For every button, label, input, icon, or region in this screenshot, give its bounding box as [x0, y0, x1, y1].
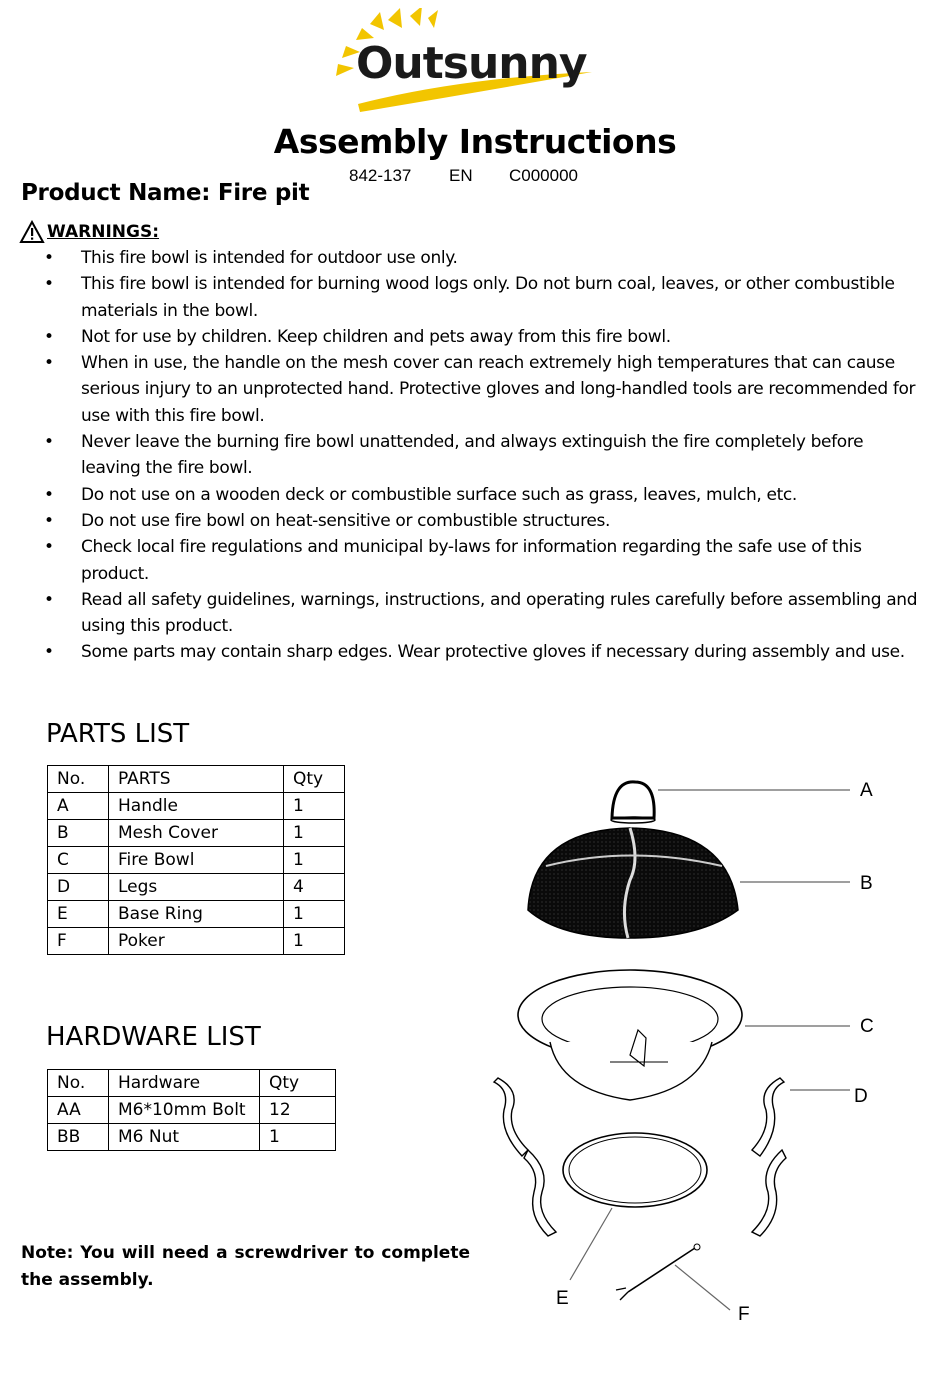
diagram-label-b: B — [860, 873, 873, 894]
language-code: EN — [449, 166, 473, 185]
warning-triangle-icon — [19, 220, 45, 244]
table-cell: 12 — [260, 1097, 336, 1124]
svg-text:Outsunny: Outsunny — [356, 38, 587, 89]
parts-table — [47, 765, 345, 955]
document-code: C000000 — [509, 166, 579, 185]
table-cell: 1 — [284, 820, 345, 847]
table-cell: Base Ring — [109, 901, 284, 928]
model-code: 842-137 — [349, 166, 412, 185]
diagram-label-a: A — [860, 780, 873, 801]
table-row — [48, 901, 345, 928]
warning-item: • When in use, the handle on the mesh cover can reach extremely high temperatures that can cause serious injury to an unprotected hand. Protective gloves and long-handled tools are recommended for use with this fire bowl. — [40, 350, 920, 429]
exploded-diagram — [480, 760, 910, 1340]
legs-part — [494, 1078, 850, 1236]
table-cell: 4 — [284, 874, 345, 901]
table-row — [48, 847, 345, 874]
table-cell: 1 — [260, 1124, 336, 1151]
warning-item: • Never leave the burning fire bowl unattended, and always extinguish the fire completely before leaving the fire bowl. — [40, 429, 920, 482]
warnings-heading — [19, 220, 159, 244]
diagram-label-e: E — [556, 1288, 569, 1309]
column-header: Hardware — [109, 1070, 260, 1097]
column-header: Qty — [284, 766, 345, 793]
table-cell: M6 Nut — [109, 1124, 260, 1151]
warnings-label: WARNINGS: — [47, 222, 160, 242]
table-cell: Legs — [109, 874, 284, 901]
poker-part — [616, 1244, 730, 1310]
page-title: Assembly Instructions — [273, 122, 677, 161]
table-header-row — [48, 766, 345, 793]
warning-item: • Do not use on a wooden deck or combustible surface such as grass, leaves, mulch, etc. — [40, 482, 920, 508]
product-name: Product Name: Fire pit — [21, 180, 310, 206]
warning-item: • Do not use fire bowl on heat-sensitive or combustible structures. — [40, 508, 920, 534]
base-ring-part — [563, 1133, 707, 1280]
table-cell: Handle — [109, 793, 284, 820]
table-cell: 1 — [284, 928, 345, 955]
assembly-note: Note: You will need a screwdriver to complete the assembly. — [21, 1243, 470, 1290]
column-header: No. — [48, 1070, 109, 1097]
handle-part — [611, 782, 850, 823]
table-cell: 1 — [284, 847, 345, 874]
table-cell: 1 — [284, 901, 345, 928]
warning-item: • Read all safety guidelines, warnings, instructions, and operating rules carefully before assembling and using this product. — [40, 587, 920, 640]
sun-logo-icon — [330, 8, 600, 112]
diagram-label-d: D — [854, 1086, 868, 1107]
warning-item: • Not for use by children. Keep children and pets away from this fire bowl. — [40, 324, 920, 350]
table-cell: AA — [48, 1097, 109, 1124]
table-row — [48, 820, 345, 847]
table-cell: 1 — [284, 793, 345, 820]
column-header: Qty — [260, 1070, 336, 1097]
diagram-label-c: C — [860, 1016, 874, 1037]
warning-item: • This fire bowl is intended for burning wood logs only. Do not burn coal, leaves, or other combustible materials in the bowl. — [40, 271, 920, 324]
table-cell: B — [48, 820, 109, 847]
table-row — [48, 1124, 336, 1151]
table-cell: M6*10mm Bolt — [109, 1097, 260, 1124]
table-row — [48, 793, 345, 820]
table-cell: Mesh Cover — [109, 820, 284, 847]
warning-item: • Check local fire regulations and municipal by-laws for information regarding the safe use of this product. — [40, 534, 920, 587]
table-cell: D — [48, 874, 109, 901]
table-row — [48, 928, 345, 955]
warning-list — [40, 245, 920, 666]
hardware-table — [47, 1069, 336, 1151]
table-cell: Fire Bowl — [109, 847, 284, 874]
table-cell: C — [48, 847, 109, 874]
table-row — [48, 1097, 336, 1124]
table-cell: F — [48, 928, 109, 955]
brand-logo — [330, 8, 600, 112]
table-cell: E — [48, 901, 109, 928]
column-header: PARTS — [109, 766, 284, 793]
fire-bowl-part — [518, 970, 850, 1100]
warning-item: • Some parts may contain sharp edges. Wear protective gloves if necessary during assembly and use. — [40, 639, 920, 665]
table-cell: A — [48, 793, 109, 820]
table-cell: BB — [48, 1124, 109, 1151]
hardware-list-title: HARDWARE LIST — [46, 1022, 261, 1052]
diagram-label-f: F — [738, 1304, 750, 1325]
table-header-row — [48, 1070, 336, 1097]
warning-item: • This fire bowl is intended for outdoor use only. — [40, 245, 920, 271]
column-header: No. — [48, 766, 109, 793]
mesh-cover-part — [528, 828, 850, 938]
table-cell: Poker — [109, 928, 284, 955]
parts-list-title: PARTS LIST — [46, 719, 190, 749]
table-row — [48, 874, 345, 901]
fire-pit-diagram — [480, 760, 910, 1340]
